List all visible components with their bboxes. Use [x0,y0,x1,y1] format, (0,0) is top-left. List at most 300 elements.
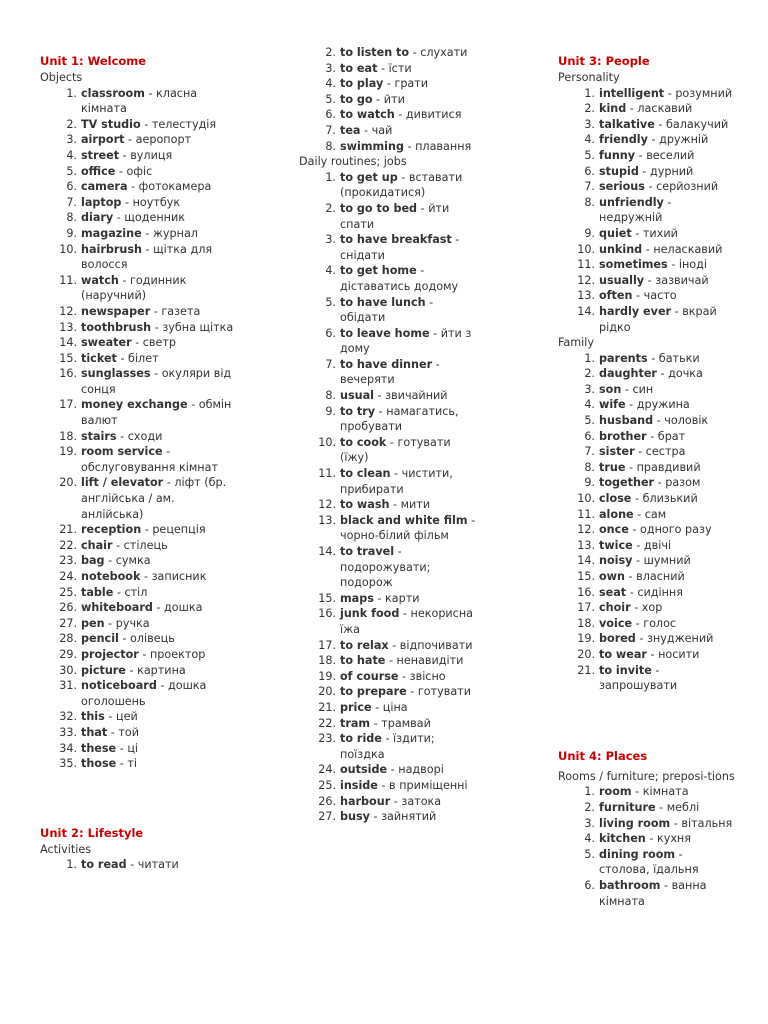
english-word: busy [340,810,370,824]
item-entry [340,606,481,637]
list-item [299,653,481,669]
item-number: 5. [325,92,336,106]
item-number: 1. [584,86,595,100]
item-entry [599,847,736,878]
item-entry [599,101,736,117]
separator: - [429,326,441,340]
item-number: 8. [325,139,336,153]
section-activities-label: Activities [40,842,92,856]
list-item [558,397,736,413]
item-number: 23. [59,554,77,568]
item-entry [81,195,240,211]
list-item [299,404,481,435]
english-word: parents [599,351,648,365]
ukrainian-translation: зубна щітка [162,320,234,334]
ukrainian-translation: дочка [668,367,703,381]
ukrainian-translation: вітальня [681,816,733,830]
list-item [40,117,240,133]
english-word: these [81,741,117,755]
ukrainian-translation: столова, їдальня [599,863,699,877]
english-word: brother [599,429,647,443]
item-number: 6. [584,164,595,178]
item-entry [599,600,736,616]
separator: - [654,476,666,490]
ukrainian-translation: чорно-білий фільм [340,529,449,543]
english-word: maps [340,591,374,605]
list-item [40,304,240,320]
ukrainian-translation: власний [636,570,685,583]
english-word: pencil [81,632,119,646]
item-entry [599,117,736,133]
item-entry [599,195,736,226]
item-entry [599,522,736,538]
separator: - [646,647,659,661]
separator: - [642,242,654,256]
item-number: 22. [59,538,77,552]
separator: - [370,716,382,730]
item-number: 12. [59,304,77,318]
item-entry [81,366,240,397]
list-item [40,444,240,475]
english-word: to have dinner [340,357,433,371]
item-number: 31. [59,679,77,693]
item-entry [340,123,481,139]
separator: - [389,498,401,512]
item-entry [340,45,481,61]
separator: - [372,92,384,106]
english-word: tea [340,123,361,137]
item-number: 8. [584,195,595,209]
english-word: bathroom [599,878,661,892]
list-item [299,466,481,497]
separator: - [631,785,643,799]
item-number: 11. [577,258,595,272]
ukrainian-translation: ноутбук [132,195,181,209]
english-word: husband [599,414,654,428]
list-item [40,553,240,569]
separator: - [383,77,395,91]
english-word: that [81,725,108,739]
item-entry [340,669,481,685]
item-number: 26. [318,794,336,808]
ukrainian-translation: записник [151,570,207,583]
ukrainian-translation: йти з дому [340,326,472,356]
ukrainian-translation: аеропорт [135,133,192,147]
item-number: 15. [318,591,336,605]
ukrainian-translation: тихий [642,226,678,240]
separator: - [467,513,476,527]
english-word: to invite [599,663,652,677]
unit-4-title: Unit 4: Places [558,748,648,763]
item-number: 11. [577,507,595,521]
separator: - [150,367,162,381]
item-number: 20. [318,685,336,699]
separator: - [360,123,372,137]
list-item [558,195,736,226]
list-item [40,522,240,538]
item-number: 10. [59,242,77,256]
item-number: 12. [318,498,336,512]
item-number: 19. [318,669,336,683]
ukrainian-translation: близький [642,492,698,506]
english-word: to get home [340,264,417,278]
english-word: to go [340,92,373,106]
english-word: sunglasses [81,367,151,381]
ukrainian-translation: чоловік [664,414,709,428]
separator: - [126,858,138,872]
item-number: 17. [577,601,595,615]
english-word: friendly [599,133,648,147]
list-item [558,538,736,554]
ukrainian-translation: дурний [649,164,694,178]
ukrainian-translation: хор [641,601,663,615]
item-number: 5. [584,414,595,428]
english-word: airport [81,133,125,147]
ukrainian-translation: подорожувати; подорож [340,560,431,590]
separator: - [373,389,386,403]
list-item [40,242,240,273]
separator: - [104,554,116,568]
item-number: 3. [66,133,77,147]
item-entry [340,778,481,794]
english-word: serious [599,180,645,194]
english-word: street [81,148,120,162]
separator: - [626,102,638,116]
list-item [299,61,481,77]
item-number: 6. [584,878,595,892]
separator: - [162,445,171,459]
english-word: harbour [340,794,391,808]
item-number: 3. [584,382,595,396]
item-number: 27. [59,616,77,630]
english-word: voice [599,616,633,630]
item-number: 21. [577,663,595,677]
english-word: son [599,382,622,396]
ukrainian-translation: двічі [643,538,672,552]
separator: - [646,429,658,443]
list-item [299,435,481,466]
english-word: living room [599,816,671,830]
english-word: sweater [81,336,132,350]
list-item [40,741,240,757]
item-entry [599,460,736,476]
ukrainian-translation: готувати (їжу) [340,435,451,465]
english-word: money exchange [81,398,188,412]
separator: - [121,195,133,209]
separator: - [409,46,421,59]
item-entry [340,794,481,810]
english-word: to relax [340,638,389,652]
separator: - [116,757,128,771]
item-number: 16. [577,585,595,599]
item-entry [599,553,736,569]
separator: - [651,663,660,677]
list-item [558,491,736,507]
item-entry [340,544,481,591]
ukrainian-translation: грати [394,77,429,91]
ukrainian-translation: затока [401,794,442,808]
ukrainian-translation: проектор [149,647,206,661]
english-word: sometimes [599,258,668,272]
ukrainian-translation: зайнятий [381,810,437,824]
separator: - [140,570,152,583]
item-entry [599,148,736,164]
separator: - [141,242,154,256]
item-number: 5. [66,164,77,178]
ukrainian-translation: слухати [420,46,468,59]
list-item [558,600,736,616]
list-item [40,351,240,367]
english-word: price [340,700,372,714]
separator: - [141,523,153,537]
english-word: to prepare [340,685,407,699]
separator: - [112,538,124,552]
separator: - [628,523,641,537]
ukrainian-translation: некорисна їжа [340,607,474,636]
section-rooms-label: Rooms / furniture; preposi-tions [558,769,735,783]
list-item [558,647,736,663]
english-word: of course [340,669,399,683]
ukrainian-translation: вставати (прокидатися) [340,170,463,200]
list-item [558,413,736,429]
list-item [40,663,240,679]
english-word: hardly ever [599,304,672,318]
vocab-list-objects [40,86,240,772]
separator: - [667,258,679,272]
separator: - [104,616,116,630]
list-item [40,195,240,211]
english-word: often [599,289,633,303]
list-item [299,591,481,607]
item-number: 4. [325,264,336,278]
english-word: bored [599,632,636,646]
item-entry [340,326,481,357]
english-word: quiet [599,226,632,240]
english-word: usually [599,273,645,287]
ukrainian-translation: плавання [415,139,472,153]
separator: - [632,538,644,552]
ukrainian-translation: окуляри від сонця [81,367,232,396]
list-item [299,170,481,201]
ukrainian-translation: кухня [656,832,691,846]
item-entry [340,653,481,669]
english-word: reception [81,523,142,537]
item-number: 18. [577,616,595,630]
section-objects-label: Objects [40,71,83,84]
item-entry [340,92,481,108]
item-number: 7. [66,195,77,209]
item-entry [340,684,481,700]
list-item [558,663,736,694]
separator: - [647,351,659,365]
list-item [558,784,736,800]
item-entry [599,304,736,335]
ukrainian-translation: ліфт (бр. англійська / ам. анлійська) [81,476,227,521]
item-entry [81,631,240,647]
english-word: pen [81,616,105,630]
ukrainian-translation: сам [644,507,667,521]
separator: - [381,732,394,746]
item-number: 12. [577,273,595,287]
item-entry [599,784,736,800]
list-item [40,366,240,397]
ukrainian-translation: чай [371,123,393,137]
column-left [40,52,240,873]
list-item [40,86,240,117]
list-item [558,878,736,909]
english-word: laptop [81,195,122,209]
list-item [40,429,240,445]
ukrainian-translation: вулиця [130,148,173,162]
ukrainian-translation: білет [128,351,159,365]
separator: - [385,654,397,668]
item-number: 9. [584,226,595,240]
item-entry [599,878,736,909]
item-number: 7. [584,180,595,194]
item-number: 4. [584,133,595,147]
separator: - [369,810,382,824]
item-entry [81,553,240,569]
item-entry [81,741,240,757]
item-number: 4. [584,398,595,412]
item-number: 10. [577,492,595,506]
list-item [558,304,736,335]
item-entry [81,647,240,663]
item-entry [340,638,481,654]
list-item [40,148,240,164]
english-word: classroom [81,86,145,100]
english-word: to hate [340,654,386,668]
list-item [299,201,481,232]
item-entry [340,201,481,232]
item-number: 25. [59,585,77,599]
item-number: 22. [318,716,336,730]
ukrainian-translation: сидіння [637,585,683,599]
separator: - [632,554,644,568]
ukrainian-translation: шумний [643,554,691,568]
list-item [40,475,240,522]
item-entry [81,320,240,336]
item-number: 25. [318,778,336,792]
item-entry [340,731,481,762]
item-entry [81,538,240,554]
list-item [40,335,240,351]
item-number: 33. [59,725,77,739]
item-entry [599,86,736,102]
english-word: to have breakfast [340,233,452,247]
ukrainian-translation: цей [115,710,138,724]
item-number: 6. [325,108,336,122]
item-entry [81,335,240,351]
item-entry [599,569,736,585]
item-number: 10. [577,242,595,256]
english-word: close [599,492,632,506]
item-entry [599,491,736,507]
ukrainian-translation: сестра [645,445,686,459]
separator: - [394,108,406,122]
english-word: seat [599,585,627,599]
ukrainian-translation: звісно [409,669,446,683]
ukrainian-translation: їздити; поїздка [340,732,435,761]
english-word: watch [81,273,119,287]
separator: - [390,467,402,481]
separator: - [399,607,411,621]
ukrainian-translation: брат [657,429,686,443]
english-word: to eat [340,61,378,75]
list-item [40,569,240,585]
english-word: stairs [81,429,117,443]
item-number: 19. [577,632,595,646]
ukrainian-translation: запрошувати [599,679,678,693]
ukrainian-translation: балакучий [665,117,729,131]
item-entry [599,226,736,242]
separator: - [377,778,390,792]
english-word: hairbrush [81,242,142,256]
separator: - [116,429,128,443]
english-word: to leave home [340,326,430,340]
separator: - [113,211,125,225]
item-entry [599,413,736,429]
list-item [558,242,736,258]
item-number: 17. [59,398,77,412]
item-number: 2. [584,800,595,814]
item-number: 34. [59,741,77,755]
item-number: 1. [66,86,77,100]
item-number: 29. [59,647,77,661]
item-entry [81,273,240,304]
ukrainian-translation: класна кімната [81,86,198,116]
list-item [558,847,736,878]
item-entry [599,179,736,195]
separator: - [432,357,440,371]
list-item [299,684,481,700]
item-number: 13. [318,513,336,527]
item-entry [599,816,736,832]
english-word: to have lunch [340,295,426,309]
item-entry [599,273,736,289]
item-entry [81,164,240,180]
item-number: 20. [577,647,595,661]
item-entry [81,226,240,242]
item-number: 9. [584,476,595,490]
ukrainian-translation: дошка [164,601,203,615]
item-entry [81,179,240,195]
separator: - [645,832,657,846]
english-word: notebook [81,570,141,583]
ukrainian-translation: снідати [340,248,385,262]
item-number: 5. [584,148,595,162]
item-entry [340,435,481,466]
item-entry [599,507,736,523]
separator: - [377,61,389,75]
ukrainian-translation: розумний [675,86,733,100]
list-item [558,148,736,164]
separator: - [150,304,162,318]
ukrainian-translation: рецепція [152,523,206,537]
ukrainian-translation: офіс [126,164,153,178]
english-word: intelligent [599,86,665,100]
list-item [299,139,481,155]
ukrainian-translation: дружина [636,398,690,412]
english-word: chair [81,538,113,552]
english-word: camera [81,180,128,194]
ukrainian-translation: мити [400,498,431,512]
english-word: swimming [340,139,404,153]
item-entry [81,709,240,725]
english-word: once [599,523,629,537]
list-item [558,117,736,133]
item-number: 8. [584,460,595,474]
